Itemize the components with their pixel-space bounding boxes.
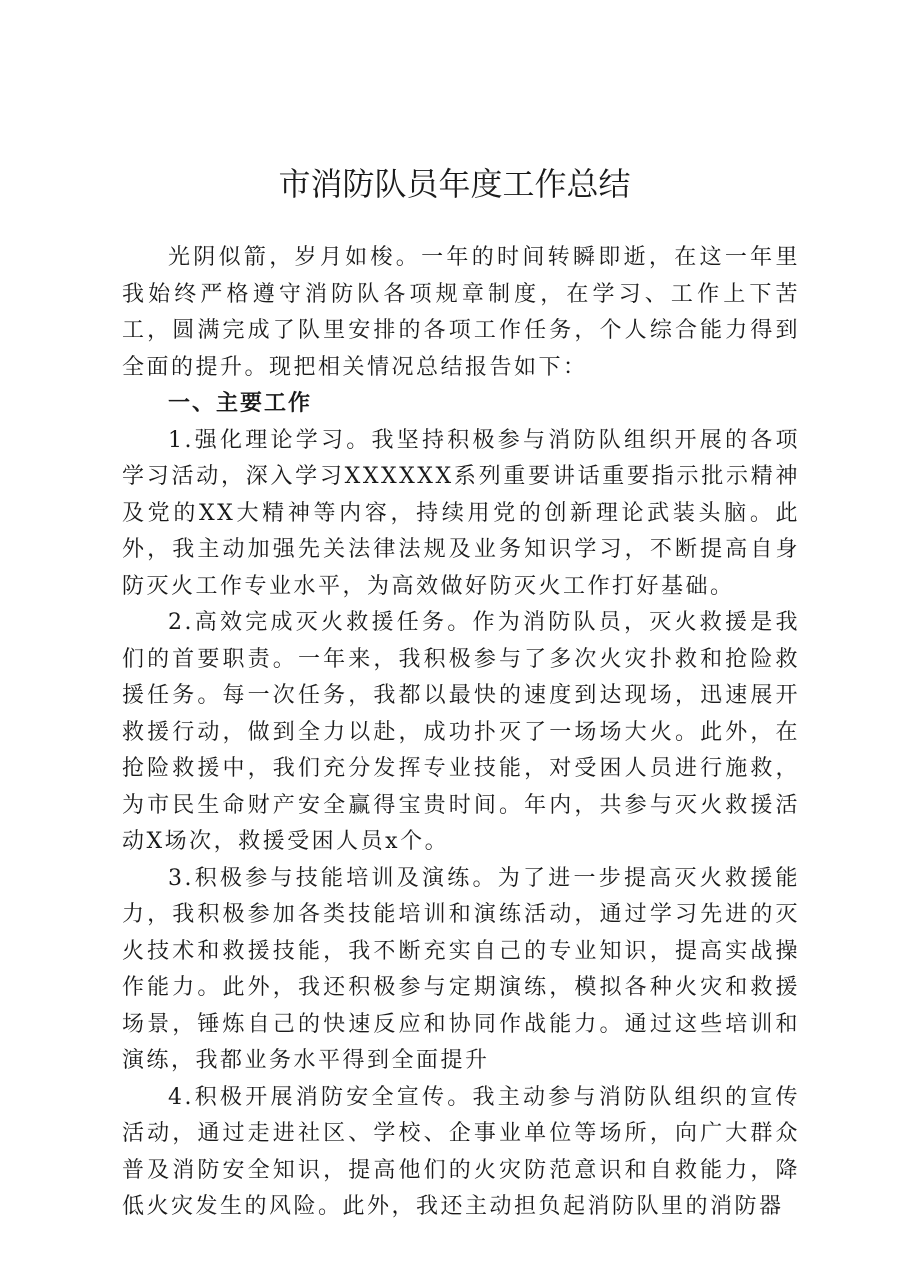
body-paragraph: 4.积极开展消防安全宣传。我主动参与消防队组织的宣传活动，通过走进社区、学校、企事业单位等场所，向广大群众普及消防安全知识，提高他们的火灾防范意识和自救能力，降低火灾发生的风险。此外，我还主动担负起消防队里的消防器 [122,1084,800,1219]
body-paragraph: 1.强化理论学习。我坚持积极参与消防队组织开展的各项学习活动，深入学习XXXXXX系列重要讲话重要指示批示精神及党的XX大精神等内容，持续用党的创新理论武装头脑。此外，我主动加强先关法律法规及业务知识学习，不断提高自身防灭火工作专业水平，为高效做好防灭火工作打好基础。 [122,427,800,599]
section-heading: 一、主要工作 [168,391,313,416]
document-title: 市消防队员年度工作总结 [278,165,631,203]
document-body [122,240,800,1226]
intro-paragraph: 光阴似箭，岁月如梭。一年的时间转瞬即逝，在这一年里我始终严格遵守消防队各项规章制度，在学习、工作上下苦工，圆满完成了队里安排的各项工作任务，个人综合能力得到全面的提升。现把相关情况总结报告如下： [122,245,800,380]
body-paragraph: 3.积极参与技能培训及演练。为了进一步提高灭火救援能力，我积极参加各类技能培训和演练活动，通过学习先进的灭火技术和救援技能，我不断充实自己的专业知识，提高实战操作能力。此外，我还积极参与定期演练，模拟各种火灾和救援场景，锤炼自己的快速反应和协同作战能力。通过这些培训和演练，我都业务水平得到全面提升 [122,865,800,1073]
body-paragraph: 2.高效完成灭火救援任务。作为消防队员，灭火救援是我们的首要职责。一年来，我积极参与了多次火灾扑救和抢险救援任务。每一次任务，我都以最快的速度到达现场，迅速展开救援行动，做到全力以赴，成功扑灭了一场场大火。此外，在抢险救援中，我们充分发挥专业技能，对受困人员进行施救，为市民生命财产安全赢得宝贵时间。年内，共参与灭火救援活动X场次，救援受困人员x个。 [122,610,800,854]
